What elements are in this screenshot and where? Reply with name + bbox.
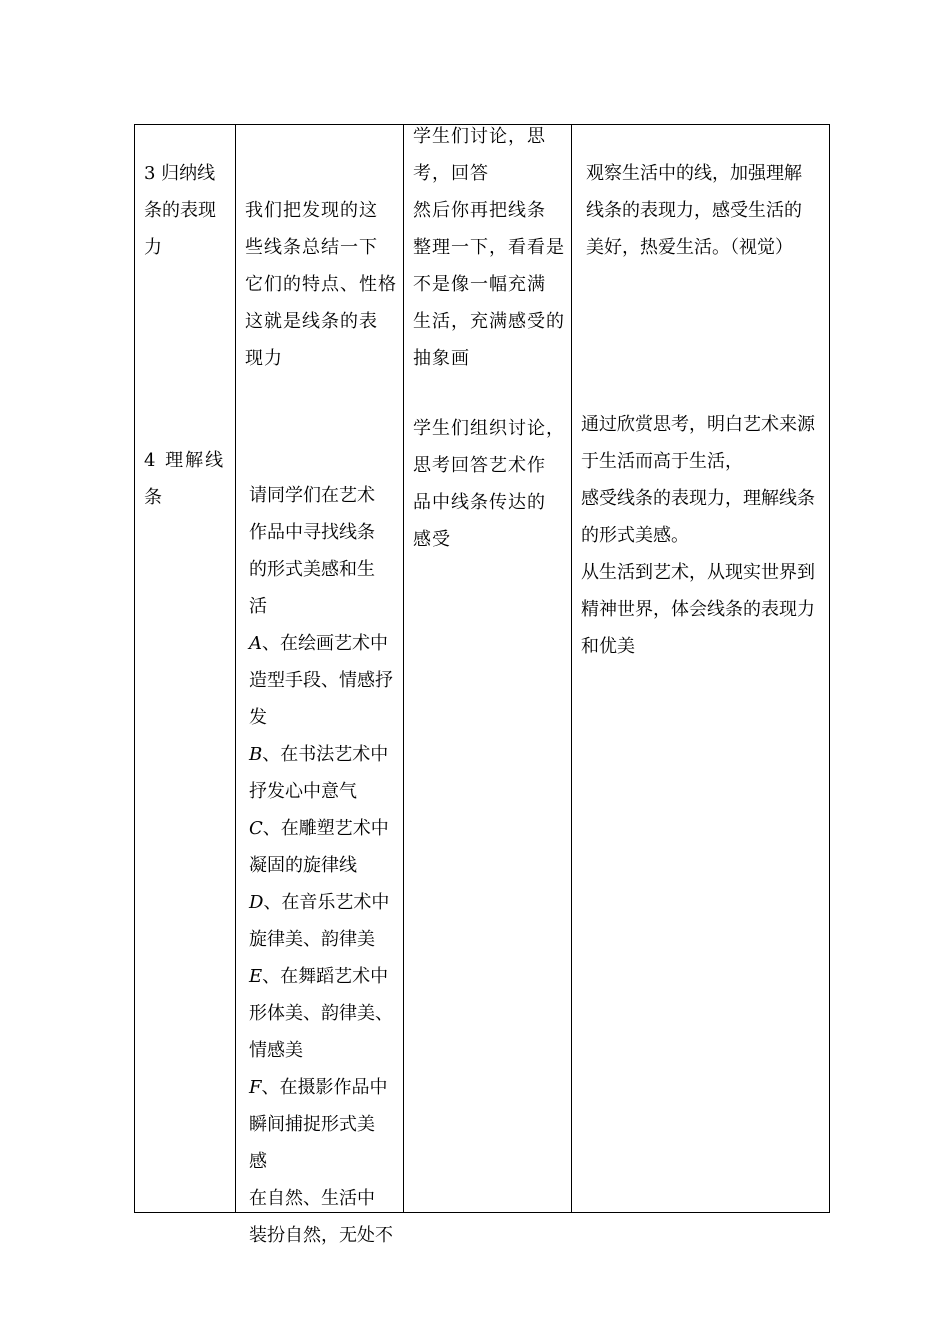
cell-line: 些线条总结一下 <box>245 237 378 258</box>
column-divider <box>235 125 236 1212</box>
cell-line: 线条的表现力，感受生活的 <box>586 200 802 221</box>
cell-line <box>249 477 393 514</box>
item-letter: F <box>249 1077 262 1098</box>
item-text: 活 <box>249 596 267 617</box>
cell-line: 感受线条的表现力，理解线条 <box>581 488 815 509</box>
item-text: 、在摄影作品中 <box>261 1077 388 1098</box>
cell-line <box>249 625 393 662</box>
item-text: 装扮自然，无处不 <box>249 1225 393 1246</box>
cell-line: 这就是线条的表 <box>245 311 378 332</box>
cell-line <box>249 884 393 921</box>
item-text: 情感美 <box>249 1040 303 1061</box>
item-letter: C <box>249 818 263 839</box>
cell-line: 精神世界，体会线条的表现力 <box>581 599 815 620</box>
cell-line <box>249 995 393 1032</box>
cell-line <box>249 1217 393 1254</box>
cell-line <box>249 847 393 884</box>
cell-line: 不是像一幅充满 <box>413 274 546 295</box>
cell-line: 然后你再把线条 <box>413 200 546 221</box>
item-text: 瞬间捕捉形式美 <box>249 1114 375 1135</box>
cell-line <box>249 551 393 588</box>
cell-line <box>249 588 393 625</box>
teacher-activity-cell <box>245 192 397 377</box>
cell-line: 学生们组织讨论， <box>413 418 565 439</box>
item-text: 请同学们在艺术 <box>249 485 375 506</box>
column-divider <box>571 125 572 1212</box>
cell-line <box>249 958 393 995</box>
cell-line <box>249 921 393 958</box>
lesson-table <box>134 124 830 1246</box>
cell-line: 思考回答艺术作 <box>413 455 546 476</box>
item-text: 形体美、韵律美、 <box>249 1003 393 1024</box>
item-text: 作品中寻找线条 <box>249 522 375 543</box>
item-text: 、在雕塑艺术中 <box>262 818 389 839</box>
item-letter: E <box>249 966 263 987</box>
cell-line: 品中线条传达的 <box>413 492 546 513</box>
item-text: 造型手段、情感抒 <box>249 670 393 691</box>
student-activity-cell <box>413 410 565 558</box>
cell-line <box>249 810 393 847</box>
cell-line: 感受 <box>413 529 451 550</box>
item-text: 旋律美、韵律美 <box>249 929 375 950</box>
cell-line <box>249 662 393 699</box>
cell-line <box>249 1180 393 1217</box>
item-text: 、在绘画艺术中 <box>262 633 388 654</box>
item-text: 抒发心中意气 <box>249 781 357 802</box>
item-letter: B <box>249 744 263 765</box>
design-intent-cell <box>581 406 815 665</box>
cell-line: 学生们讨论，思 <box>413 126 546 147</box>
student-activity-cell <box>413 118 565 377</box>
stage-cell <box>144 155 216 266</box>
item-letter: D <box>249 892 264 913</box>
cell-line: 3 归纳线 <box>144 163 216 184</box>
item-text: 感 <box>249 1151 267 1172</box>
cell-line: 和优美 <box>581 636 635 657</box>
stage-cell <box>144 442 225 516</box>
cell-line: 现力 <box>245 348 283 369</box>
cell-line: 力 <box>144 237 162 258</box>
cell-line <box>249 699 393 736</box>
item-text: 、在音乐艺术中 <box>263 892 390 913</box>
cell-line: 条 <box>144 487 164 508</box>
cell-line <box>249 736 393 773</box>
cell-line: 它们的特点、性格 <box>245 274 397 295</box>
item-text: 在自然、生活中 <box>249 1188 375 1209</box>
teacher-activity-cell <box>249 477 393 1254</box>
cell-line: 条的表现 <box>144 200 216 221</box>
cell-line <box>249 773 393 810</box>
item-text: 、在书法艺术中 <box>262 744 389 765</box>
cell-line: 观察生活中的线，加强理解 <box>586 163 802 184</box>
item-letter: A <box>249 633 262 654</box>
item-text: 的形式美感和生 <box>249 559 375 580</box>
cell-line: 的形式美感。 <box>581 525 689 546</box>
cell-line: 于生活而高于生活， <box>581 451 743 472</box>
cell-line: 美好，热爱生活。（视觉） <box>586 237 793 258</box>
item-text: 发 <box>249 707 267 728</box>
cell-line: 通过欣赏思考，明白艺术来源 <box>581 414 815 435</box>
cell-line: 从生活到艺术，从现实世界到 <box>581 562 815 583</box>
cell-line <box>249 1032 393 1069</box>
cell-line <box>249 514 393 551</box>
cell-line: 生活，充满感受的 <box>413 311 565 332</box>
design-intent-cell <box>586 155 802 266</box>
item-text: 凝固的旋律线 <box>249 855 357 876</box>
cell-line <box>249 1069 393 1106</box>
cell-line <box>249 1143 393 1180</box>
cell-line: 我们把发现的这 <box>245 200 378 221</box>
cell-line <box>249 1106 393 1143</box>
column-divider <box>403 125 404 1212</box>
cell-line: 整理一下，看看是 <box>413 237 565 258</box>
cell-line: 考，回答 <box>413 163 489 184</box>
cell-line: 抽象画 <box>413 348 470 369</box>
item-text: 、在舞蹈艺术中 <box>262 966 389 987</box>
cell-line: 4 理解线 <box>144 450 226 471</box>
